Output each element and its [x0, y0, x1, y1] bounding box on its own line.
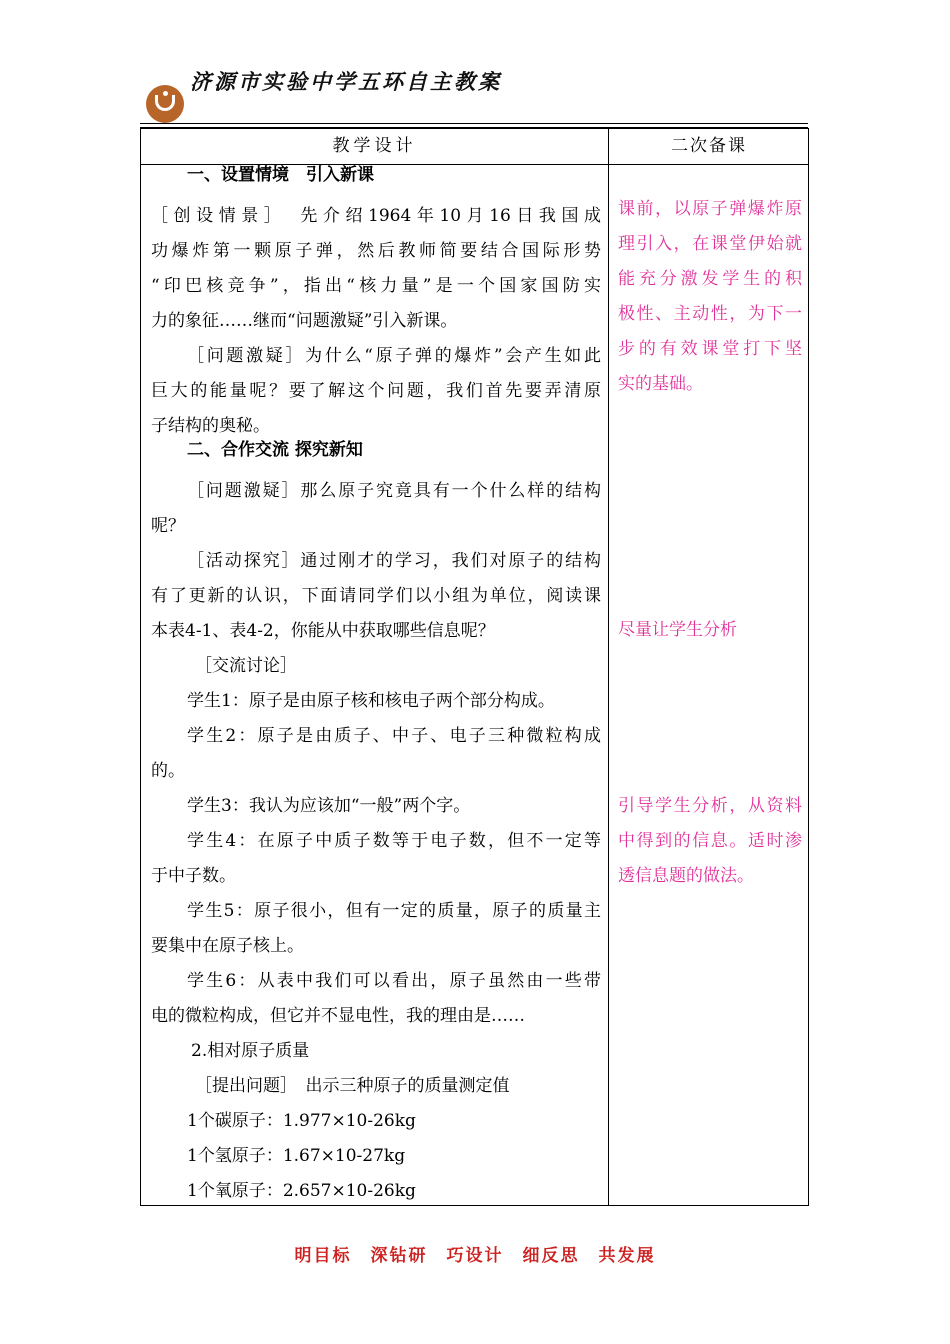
prep-note-line: 中得到的信息。适时渗 — [618, 831, 802, 851]
text-line: ［活动探究］通过刚才的学习，我们对原子的结构 — [187, 551, 601, 571]
text-line: 电的微粒构成，但它并不显电性，我的理由是…… — [151, 1006, 525, 1026]
text-line: 学生6：从表中我们可以看出，原子虽然由一些带 — [187, 971, 601, 991]
text-line: 1个氧原子：2.657×10-26kg — [187, 1181, 416, 1201]
text-line: ［问题激疑］那么原子究竟具有一个什么样的结构 — [187, 481, 601, 501]
text-line: 子结构的奥秘。 — [151, 416, 270, 436]
text-line: 学生1：原子是由原子核和核电子两个部分构成。 — [187, 691, 555, 711]
text-line: ［提出问题］ 出示三种原子的质量测定值 — [195, 1076, 510, 1096]
subheading-relative-atomic-mass: 2.相对原子质量 — [191, 1041, 310, 1061]
text-line: 学生2：原子是由质子、中子、电子三种微粒构成 — [187, 726, 601, 746]
prep-note-line: 透信息题的做法。 — [618, 866, 754, 886]
text-line: “印巴核竞争”，指出“核力量”是一个国家国防实 — [151, 276, 601, 296]
prep-note-line: 引导学生分析，从资料 — [618, 796, 802, 816]
prep-note-line: 课前，以原子弹爆炸原 — [618, 199, 802, 219]
text-line: ［创设情景］ 先介绍1964年10月16日我国成 — [151, 206, 601, 226]
text-line: 1个氢原子：1.67×10-27kg — [187, 1146, 406, 1166]
prep-note-line: 能充分激发学生的积 — [618, 269, 802, 289]
text-line: ［交流讨论］ — [195, 656, 297, 676]
text-line: 学生3：我认为应该加“一般”两个字。 — [187, 796, 471, 816]
text-line: 有了更新的认识，下面请同学们以小组为单位，阅读课 — [151, 586, 601, 606]
prep-note-line: 步的有效课堂打下坚 — [618, 339, 802, 359]
prep-note-line: 理引入，在课堂伊始就 — [618, 234, 802, 254]
text-line: 要集中在原子核上。 — [151, 936, 304, 956]
text-line: 的。 — [151, 761, 185, 781]
school-title: 济源市实验中学五环自主教案 — [190, 69, 502, 94]
footer-motto: 明目标 深钻研 巧设计 细反思 共发展 — [294, 1246, 656, 1266]
column-header-teaching-design: 教学设计 — [332, 136, 417, 156]
prep-note-line: 极性、主动性，为下一 — [618, 304, 802, 324]
column-divider — [608, 129, 609, 1205]
section-heading-2: 二、合作交流 探究新知 — [187, 440, 363, 460]
header-rule — [140, 123, 808, 124]
prep-note-line: 实的基础。 — [618, 374, 703, 394]
lesson-plan-table — [140, 128, 809, 1206]
text-line: 力的象征……继而“问题激疑”引入新课。 — [151, 311, 458, 331]
school-logo-icon — [146, 85, 184, 123]
text-line: 学生4：在原子中质子数等于电子数，但不一定等 — [187, 831, 601, 851]
text-line: 巨大的能量呢？要了解这个问题，我们首先要弄清原 — [151, 381, 601, 401]
text-line: 本表4-1、表4-2，你能从中获取哪些信息呢？ — [151, 621, 495, 641]
text-line: 学生5：原子很小，但有一定的质量，原子的质量主 — [187, 901, 601, 921]
text-line: ［问题激疑］为什么“原子弹的爆炸”会产生如此 — [187, 346, 601, 366]
text-line: 功爆炸第一颗原子弹，然后教师简要结合国际形势 — [151, 241, 601, 261]
column-header-second-prep: 二次备课 — [671, 136, 747, 156]
text-line: 呢？ — [151, 516, 185, 536]
prep-note-line: 尽量让学生分析 — [618, 620, 737, 640]
section-heading-1: 一、设置情境 引入新课 — [187, 165, 374, 185]
text-line: 于中子数。 — [151, 866, 236, 886]
text-line: 1个碳原子：1.977×10-26kg — [187, 1111, 416, 1131]
